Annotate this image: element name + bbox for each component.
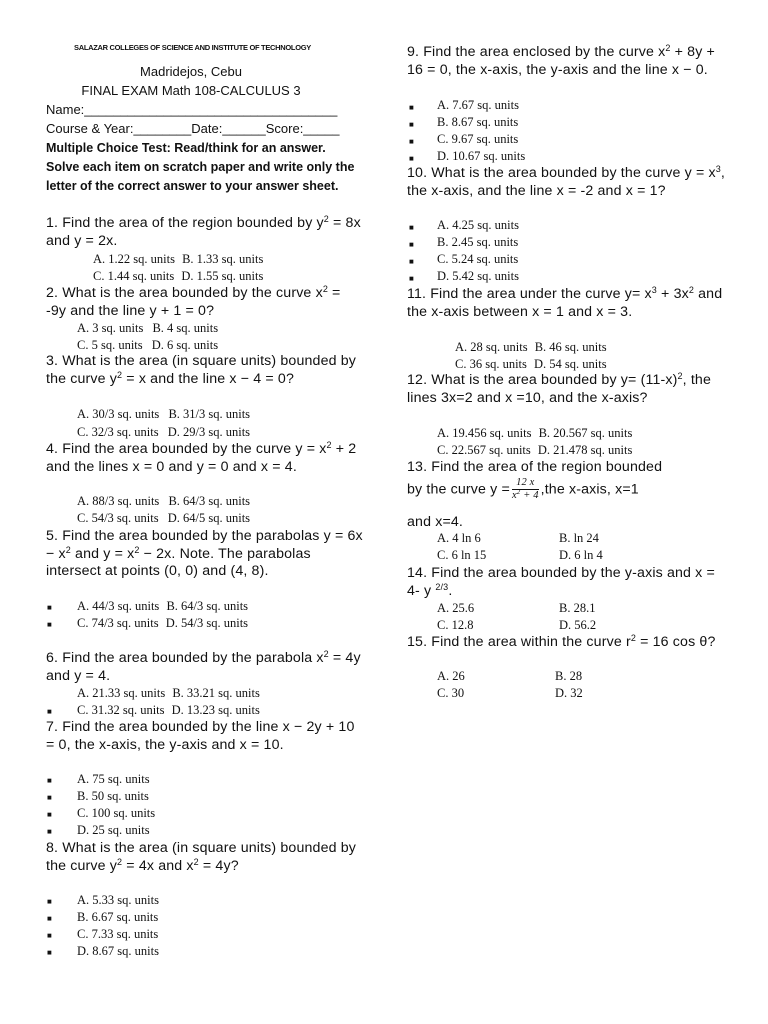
bullet-icon: ■: [47, 603, 52, 612]
q14-option-b: B. 28.1: [559, 601, 596, 615]
q14-option-a: A. 25.6: [437, 601, 475, 615]
q2-option-b: B. 4 sq. units: [152, 321, 219, 335]
q13-option-d: D. 6 ln 4: [559, 548, 603, 562]
bullet-icon: ■: [47, 810, 52, 819]
q7-option-c: C. 100 sq. units: [77, 806, 156, 820]
bullet-icon: ■: [409, 257, 414, 266]
question-11: 11. Find the area under the curve $y= x^3 + 3x^2$ and the x-axis between x = 1 and x = 3.: [407, 285, 723, 320]
question-8: 8. What is the area (in square units) bounded by the curve $y^2 = 4x$ and $x^2 = 4y$?: [46, 840, 357, 874]
q3-option-b: B. 31/3 sq. units: [168, 407, 251, 421]
school-city: Madridejos, Cebu: [140, 64, 242, 79]
bullet-icon: ■: [47, 948, 52, 957]
question-13-formula: by the curve y = $\frac{12 x}{x^2 + 4}$ ,the x-axis, x=1: [407, 477, 639, 501]
bullet-icon: ■: [47, 707, 52, 716]
q10-option-c: C. 5.24 sq. units: [437, 252, 519, 266]
bullet-icon: ■: [409, 240, 414, 249]
q4-option-d: D. 64/5 sq. units: [167, 511, 251, 525]
school-name: SALAZAR COLLEGES OF SCIENCE AND INSTITUTE OF TECHNOLOGY: [74, 43, 311, 52]
bullet-icon: ■: [47, 827, 52, 836]
q12-option-a: A. 19.456 sq. units: [437, 426, 532, 440]
fraction: $\frac{12 x}{x^2 + 4}$: [511, 477, 539, 501]
bullet-icon: ■: [409, 137, 414, 146]
q8-option-d: D. 8.67 sq. units: [77, 944, 159, 958]
question-14: 14. Find the area bounded by the y-axis and x = 4- y $^{2/3}$.: [407, 565, 715, 599]
bullet-icon: ■: [47, 897, 52, 906]
q3-option-a: A. 30/3 sq. units: [77, 407, 160, 421]
q2-option-d: D. 6 sq. units: [151, 338, 219, 352]
question-3: 3. What is the area (in square units) bounded by the curve $y^2 = x$ and the line x − 4 = 0?: [46, 353, 357, 387]
q14-option-c: C. 12.8: [437, 618, 474, 632]
q3-option-c: C. 32/3 sq. units: [77, 425, 159, 439]
question-13: 13. Find the area of the region bounded: [407, 459, 663, 475]
q2-option-a: A. 3 sq. units: [77, 321, 144, 335]
question-4: 4. Find the area bounded by the curve $y = x^2 + 2$ and the lines x = 0 and y = 0 and x = 4.: [46, 440, 357, 475]
q6-option-c: C. 31.32 sq. units: [77, 703, 165, 717]
question-13-end: and x=4.: [407, 514, 464, 530]
q8-option-a: A. 5.33 sq. units: [77, 893, 159, 907]
q15-option-a: A. 26: [437, 669, 465, 683]
q5-option-b: B. 64/3 sq. units: [166, 599, 249, 613]
q13-option-a: A. 4 ln 6: [437, 531, 481, 545]
q5-option-c: C. 74/3 sq. units: [77, 616, 159, 630]
bullet-icon: ■: [409, 154, 414, 163]
q6-option-d: D. 13.23 sq. units: [171, 703, 260, 717]
q13-option-c: C. 6 ln 15: [437, 548, 487, 562]
q12-option-c: C. 22.567 sq. units: [437, 443, 531, 457]
q10-option-a: A. 4.25 sq. units: [437, 218, 519, 232]
q7-option-b: B. 50 sq. units: [77, 789, 149, 803]
q15-option-d: D. 32: [555, 686, 583, 700]
q1-option-b: B. 1.33 sq. units: [182, 252, 264, 266]
q2-option-c: C. 5 sq. units: [77, 338, 143, 352]
exam-title: FINAL EXAM Math 108-CALCULUS 3: [81, 83, 301, 98]
bullet-icon: ■: [409, 274, 414, 283]
q4-option-a: A. 88/3 sq. units: [77, 494, 160, 508]
name-field: Name:___________________________________: [46, 102, 338, 117]
q3-option-d: D. 29/3 sq. units: [167, 425, 251, 439]
q9-option-c: C. 9.67 sq. units: [437, 132, 519, 146]
q1-option-c: C. 1.44 sq. units: [93, 269, 175, 283]
q1-option-d: D. 1.55 sq. units: [181, 269, 264, 283]
q12-option-d: D. 21.478 sq. units: [537, 443, 633, 457]
question-10: 10. What is the area bounded by the curve $y = x^3$, the x-axis, and the line x = -2 and x = 1?: [407, 164, 725, 199]
bullet-icon: ■: [47, 931, 52, 940]
q6-option-a: A. 21.33 sq. units: [77, 686, 166, 700]
q5-option-d: D. 54/3 sq. units: [165, 616, 249, 630]
q4-option-c: C. 54/3 sq. units: [77, 511, 159, 525]
bullet-icon: ■: [409, 120, 414, 129]
q4-option-b: B. 64/3 sq. units: [168, 494, 251, 508]
q8-option-b: B. 6.67 sq. units: [77, 910, 159, 924]
instructions: Multiple Choice Test: Read/think for an answer. Solve each item on scratch paper and write only the letter of the correct answer to your answer sheet.: [46, 141, 355, 193]
q9-option-d: D. 10.67 sq. units: [437, 149, 526, 163]
bullet-icon: ■: [409, 223, 414, 232]
question-5: 5. Find the area bounded by the parabolas $y = 6x - x^2$ and $y = x^2 - 2x$. Note. The parabolas intersect at points (0, 0) and (4, 8).: [46, 528, 363, 579]
question-12: 12. What is the area bounded by $y= (11-x)^2$, the lines 3x=2 and x =10, and the x-axis?: [407, 371, 711, 406]
bullet-icon: ■: [47, 793, 52, 802]
question-15: 15. Find the area within the curve $r^2 = 16$ cos θ?: [407, 633, 716, 650]
question-6: 6. Find the area bounded by the parabola $x^2 = 4y$ and y = 4.: [46, 649, 361, 684]
question-9: 9. Find the area enclosed by the curve $x^2 + 8y + 16 = 0$, the x-axis, the y-axis and the line x − 0.: [407, 43, 715, 78]
question-1: 1. Find the area of the region bounded by $y^2 = 8x$ and y = 2x.: [46, 214, 361, 249]
bullet-icon: ■: [47, 620, 52, 629]
q12-option-b: B. 20.567 sq. units: [538, 426, 633, 440]
q11-option-d: D. 54 sq. units: [534, 357, 607, 371]
q5-option-a: A. 44/3 sq. units: [77, 599, 160, 613]
q7-option-d: D. 25 sq. units: [77, 823, 150, 837]
q1-option-a: A. 1.22 sq. units: [93, 252, 175, 266]
q8-option-c: C. 7.33 sq. units: [77, 927, 159, 941]
question-2: 2. What is the area bounded by the curve $x^2 = -9y$ and the line y + 1 = 0?: [46, 284, 341, 319]
q7-option-a: A. 75 sq. units: [77, 772, 150, 786]
q10-option-d: D. 5.42 sq. units: [437, 269, 519, 283]
question-7: 7. Find the area bounded by the line x − 2y + 10 = 0, the x-axis, the y-axis and x = 10.: [46, 719, 355, 753]
q13-option-b: B. ln 24: [559, 531, 599, 545]
q15-option-c: C. 30: [437, 686, 465, 700]
q11-option-a: A. 28 sq. units: [455, 340, 528, 354]
q6-option-b: B. 33.21 sq. units: [172, 686, 260, 700]
bullet-icon: ■: [47, 776, 52, 785]
q14-option-d: D. 56.2: [559, 618, 597, 632]
q15-option-b: B. 28: [555, 669, 583, 683]
q11-option-c: C. 36 sq. units: [455, 357, 527, 371]
bullet-icon: ■: [47, 914, 52, 923]
q10-option-b: B. 2.45 sq. units: [437, 235, 519, 249]
q9-option-a: A. 7.67 sq. units: [437, 98, 519, 112]
course-date-score-line: Course & Year:________Date:______Score:_____: [46, 121, 340, 136]
bullet-icon: ■: [409, 103, 414, 112]
q11-option-b: B. 46 sq. units: [534, 340, 607, 354]
q9-option-b: B. 8.67 sq. units: [437, 115, 519, 129]
